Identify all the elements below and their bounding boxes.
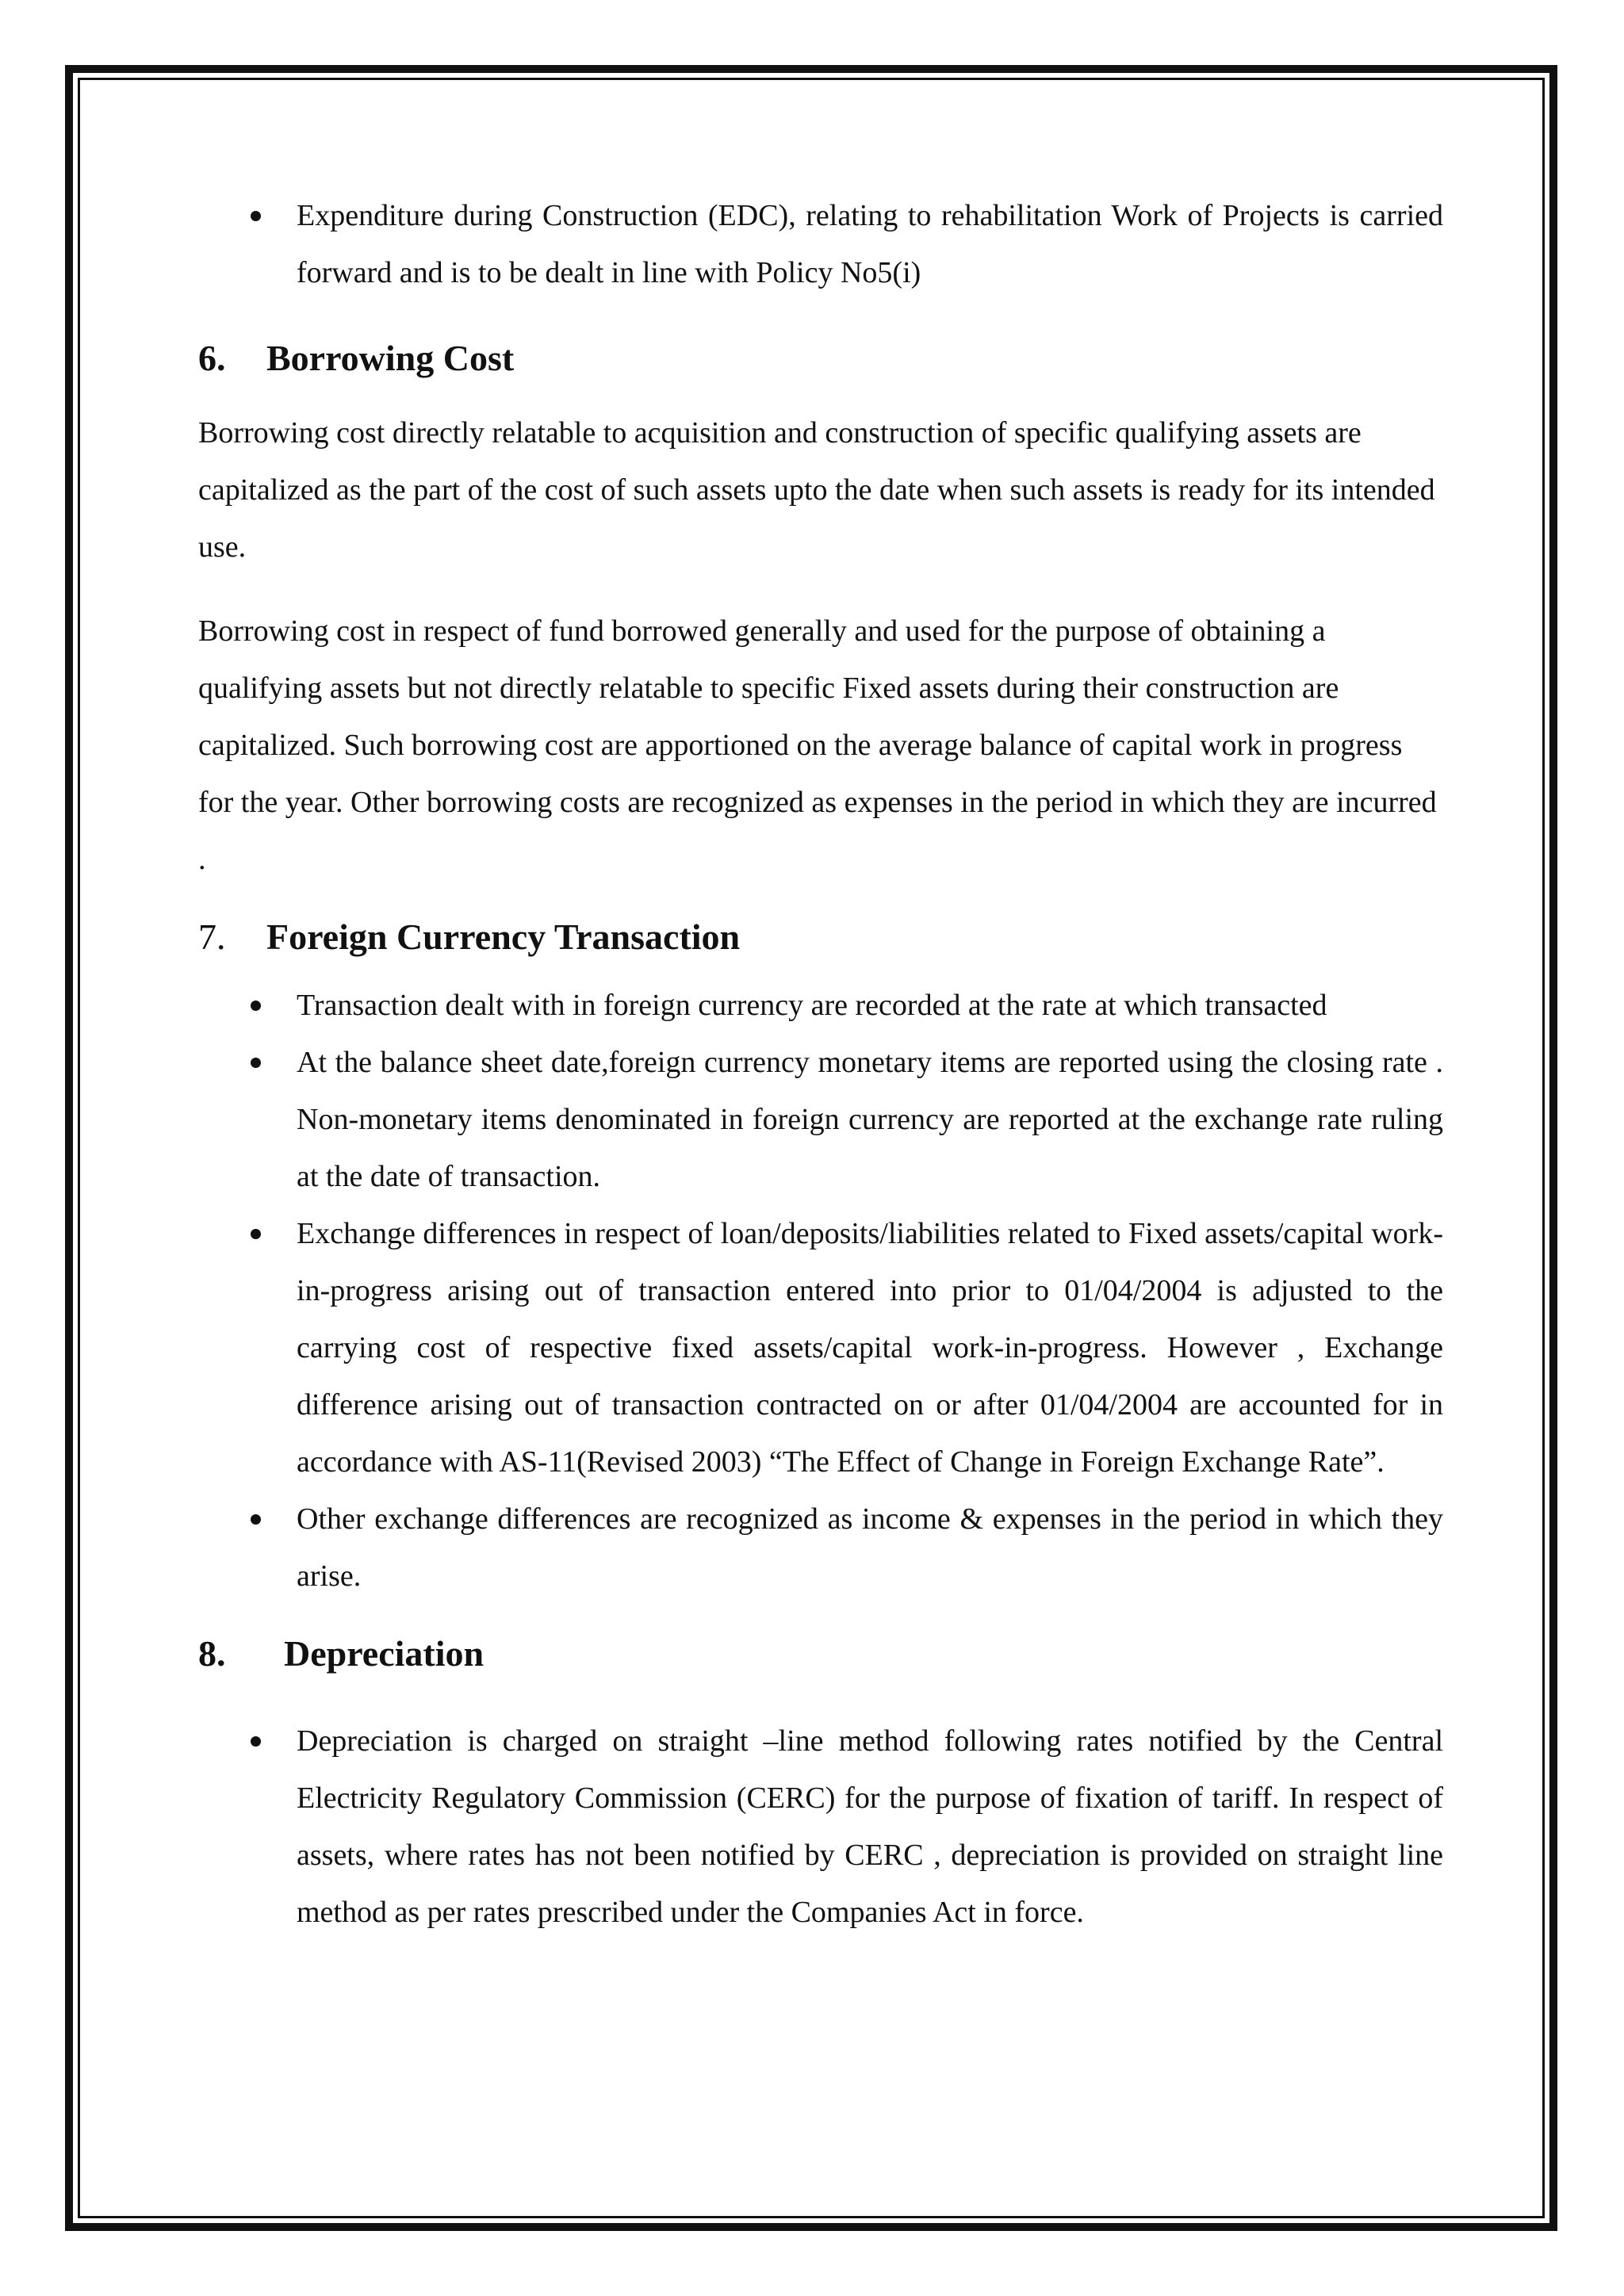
list-item: [198, 1205, 1443, 1490]
section-number: 7.: [198, 916, 226, 957]
section-title: Foreign Currency Transaction: [266, 916, 741, 957]
bullet-icon: [251, 211, 261, 221]
section-6-body: [198, 404, 1443, 888]
section-title: Depreciation: [284, 1633, 485, 1674]
bullet-icon: [251, 1229, 261, 1239]
section-6-heading: [198, 335, 1443, 382]
document-body: [198, 187, 1443, 1941]
bullet-text: Exchange differences in respect of loan/deposits/liabilities related to Fixed assets/capital work-in-progress arising out of transaction entered into prior to 01/04/2004 is adjusted to the carrying cost of respective fixed assets/capital work-in-progress. However , Exchange difference arising out of transaction contracted on or after 01/04/2004 are accounted for in accordance with AS-11(Revised 2003) “The Effect of Change in Foreign Exchange Rate”.: [297, 1217, 1443, 1479]
list-item: [198, 1490, 1443, 1605]
bullet-icon: [251, 1514, 261, 1525]
intro-bullet-list: [198, 187, 1443, 301]
paragraph: Borrowing cost in respect of fund borrowed generally and used for the purpose of obtaining a qualifying assets but not directly relatable to specific Fixed assets during their construction are capitalized. Such borrowing cost are apportioned on the average balance of capital work in progress for the year. Other borrowing costs are recognized as expenses in the period in which they are incurred .: [198, 614, 1437, 876]
bullet-icon: [251, 1001, 261, 1011]
list-item: [198, 1712, 1443, 1941]
section-8-heading: [198, 1630, 1443, 1678]
bullet-icon: [251, 1058, 261, 1068]
section-7-bullet-list: [198, 977, 1443, 1605]
list-item: [198, 977, 1443, 1034]
section-number: 6.: [198, 338, 226, 378]
bullet-text: Depreciation is charged on straight –line method following rates notified by the Central Electricity Regulatory Commission (CERC) for the purpose of fixation of tariff. In respect of assets, where rates has not been notified by CERC , depreciation is provided on straight line method as per rates prescribed under the Companies Act in force.: [297, 1724, 1443, 1929]
bullet-text: Other exchange differences are recognized as income & expenses in the period in which they arise.: [297, 1502, 1443, 1593]
section-title: Borrowing Cost: [266, 338, 515, 378]
section-8-bullet-list: [198, 1712, 1443, 1941]
section-7-heading: [198, 913, 1443, 961]
paragraph: Borrowing cost directly relatable to acquisition and construction of specific qualifying assets are capitalized as the part of the cost of such assets upto the date when such assets is ready for its intended use.: [198, 416, 1435, 564]
list-item: [198, 1034, 1443, 1205]
list-item: [198, 187, 1443, 301]
bullet-text: At the balance sheet date,foreign currency monetary items are reported using the closing rate . Non-monetary items denominated in foreign currency are reported at the exchange rate ruling at the date of transaction.: [297, 1046, 1443, 1193]
section-number: 8.: [198, 1633, 226, 1674]
bullet-text: Expenditure during Construction (EDC), relating to rehabilitation Work of Projects is carried forward and is to be dealt in line with Policy No5(i): [297, 199, 1443, 289]
bullet-icon: [251, 1736, 261, 1747]
bullet-text: Transaction dealt with in foreign currency are recorded at the rate at which transacted: [297, 989, 1327, 1022]
